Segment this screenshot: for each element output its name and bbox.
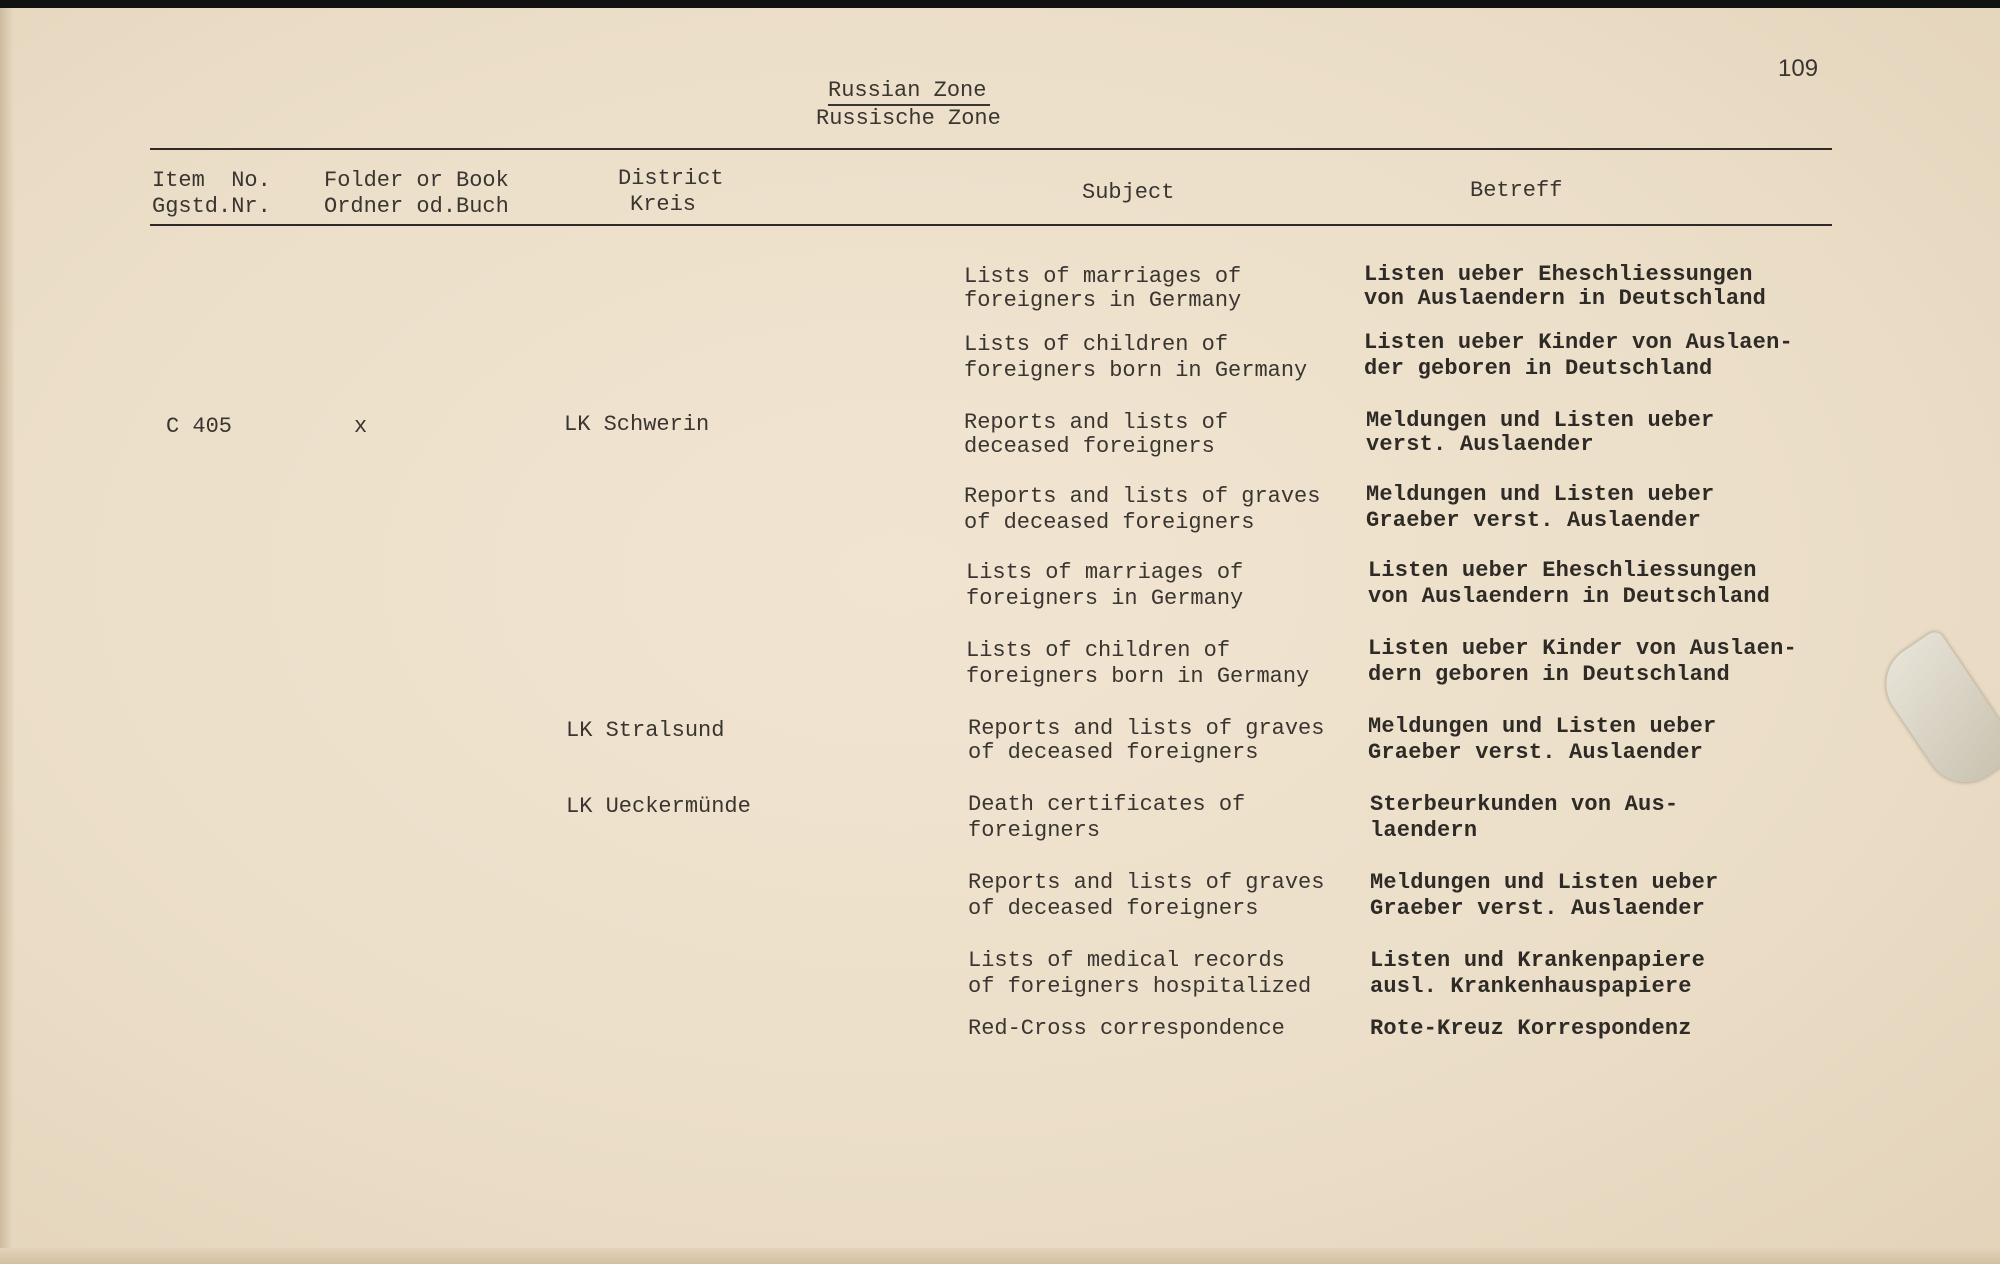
subject-line: Lists of children of	[964, 332, 1229, 357]
header-district-de: Kreis	[630, 192, 697, 217]
header-subject: Subject	[1082, 180, 1175, 205]
betreff-line: Graeber verst. Auslaender	[1370, 896, 1706, 921]
betreff-line: Meldungen und Listen ueber	[1366, 482, 1715, 507]
district-schwerin: LK Schwerin	[564, 412, 710, 437]
betreff-line: Graeber verst. Auslaender	[1368, 740, 1704, 765]
subject-line: Reports and lists of	[964, 410, 1229, 435]
betreff-line: Meldungen und Listen ueber	[1368, 714, 1717, 739]
page-tab-marker	[1871, 628, 2000, 797]
subject-line: of deceased foreigners	[964, 510, 1255, 535]
page-bottom-edge	[0, 1248, 2000, 1264]
betreff-line: von Auslaendern in Deutschland	[1368, 584, 1771, 609]
betreff-line: Meldungen und Listen ueber	[1370, 870, 1719, 895]
folder-marker: x	[354, 414, 368, 439]
subject-line: of deceased foreigners	[968, 896, 1259, 921]
betreff-line: dern geboren in Deutschland	[1368, 662, 1730, 687]
header-folder-en: Folder or Book	[324, 168, 509, 193]
subject-line: Reports and lists of graves	[968, 716, 1325, 741]
subject-line: Lists of children of	[966, 638, 1231, 663]
subject-line: foreigners	[968, 818, 1101, 843]
item-number: C 405	[166, 414, 233, 439]
betreff-line: Graeber verst. Auslaender	[1366, 508, 1702, 533]
district-stralsund: LK Stralsund	[566, 718, 725, 743]
subject-line: Lists of medical records	[968, 948, 1285, 973]
header-district-en: District	[618, 166, 724, 191]
subject-line: of deceased foreigners	[968, 740, 1259, 765]
subject-line: Reports and lists of graves	[964, 484, 1321, 509]
page-number: 109	[1778, 55, 1819, 82]
district-ueckermuende: LK Ueckermünde	[566, 794, 751, 819]
subject-line: foreigners in Germany	[966, 586, 1244, 611]
betreff-line: Listen ueber Eheschliessungen	[1368, 558, 1757, 583]
betreff-line: verst. Auslaender	[1366, 432, 1594, 457]
header-item-de: Ggstd.Nr.	[152, 194, 271, 219]
subject-line: foreigners born in Germany	[966, 664, 1310, 689]
betreff-line: Rote-Kreuz Korrespondenz	[1370, 1016, 1692, 1041]
document-page	[0, 8, 2000, 1264]
betreff-line: Listen ueber Kinder von Auslaen-	[1368, 636, 1797, 661]
zone-title-english: Russian Zone	[828, 78, 990, 106]
betreff-line: Sterbeurkunden von Aus-	[1370, 792, 1679, 817]
zone-title-german: Russische Zone	[816, 106, 1001, 131]
subject-line: Red-Cross correspondence	[968, 1016, 1285, 1041]
header-folder-de: Ordner od.Buch	[324, 194, 509, 219]
subject-line: of foreigners hospitalized	[968, 974, 1312, 999]
subject-line: Reports and lists of graves	[968, 870, 1325, 895]
betreff-line: Listen und Krankenpapiere	[1370, 948, 1706, 973]
betreff-line: Listen ueber Eheschliessungen	[1364, 262, 1753, 287]
betreff-line: Listen ueber Kinder von Auslaen-	[1364, 330, 1793, 355]
betreff-line: Meldungen und Listen ueber	[1366, 408, 1715, 433]
page-binding-edge	[0, 8, 14, 1264]
subject-line: foreigners in Germany	[964, 288, 1242, 313]
betreff-line: von Auslaendern in Deutschland	[1364, 286, 1767, 311]
header-bottom-rule	[150, 224, 1832, 226]
header-top-rule	[150, 148, 1832, 150]
betreff-line: ausl. Krankenhauspapiere	[1370, 974, 1692, 999]
subject-line: foreigners born in Germany	[964, 358, 1308, 383]
header-item-en: Item No.	[152, 168, 271, 193]
header-betreff: Betreff	[1470, 178, 1563, 203]
subject-line: Death certificates of	[968, 792, 1246, 817]
betreff-line: der geboren in Deutschland	[1364, 356, 1713, 381]
betreff-line: laendern	[1370, 818, 1478, 843]
subject-line: deceased foreigners	[964, 434, 1215, 459]
subject-line: Lists of marriages of	[966, 560, 1244, 585]
subject-line: Lists of marriages of	[964, 264, 1242, 289]
